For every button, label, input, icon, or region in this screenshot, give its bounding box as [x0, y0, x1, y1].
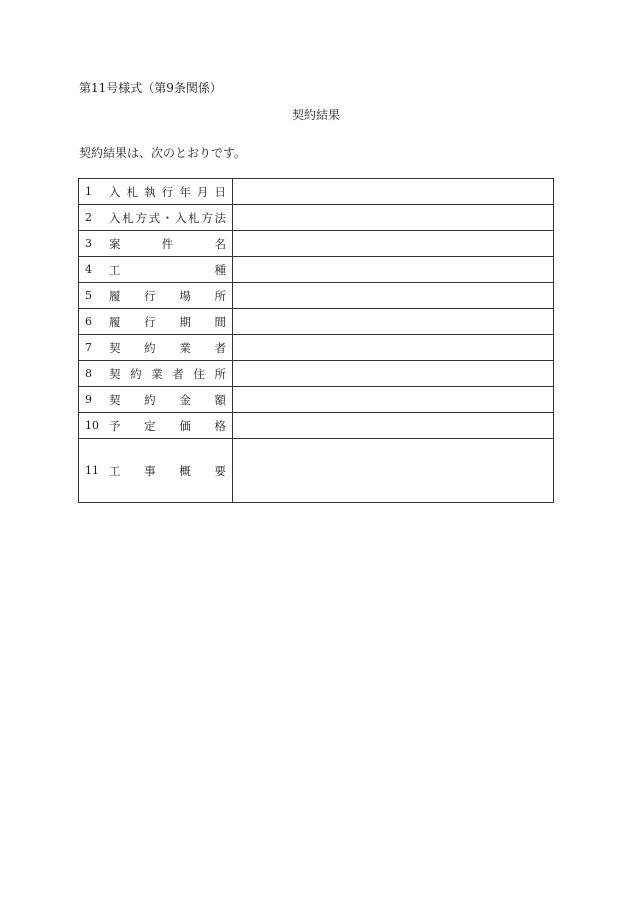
row-label-cell [79, 179, 233, 205]
document-title: 契約結果 [291, 108, 340, 122]
row-label-cell [79, 335, 233, 361]
row-label-cell [79, 361, 233, 387]
table-row [79, 205, 554, 231]
row-label: 予 定 価 格 [109, 418, 226, 433]
row-label-cell [79, 231, 233, 257]
row-value-cell[interactable] [233, 413, 554, 439]
row-label-container [79, 463, 232, 479]
row-label: 案 件 名 [109, 236, 226, 251]
row-value-cell[interactable] [233, 439, 554, 503]
row-label-cell [79, 387, 233, 413]
row-number: 7 [85, 341, 92, 354]
table-row [79, 283, 554, 309]
row-label-container [79, 340, 232, 356]
row-number: 4 [85, 263, 92, 276]
row-label: 入 札 執 行 年 月 日 [109, 184, 226, 199]
row-label: 契 約 業 者 [109, 340, 226, 355]
table-row [79, 413, 554, 439]
row-label-cell [79, 205, 233, 231]
result-table [78, 178, 554, 503]
row-label-cell [79, 413, 233, 439]
row-number: 11 [85, 464, 99, 477]
row-value-cell[interactable] [233, 205, 554, 231]
row-value-cell[interactable] [233, 179, 554, 205]
row-label: 契 約 業 者 住 所 [109, 366, 226, 381]
row-number: 8 [85, 367, 92, 380]
table-row [79, 231, 554, 257]
table-row [79, 257, 554, 283]
row-number: 2 [85, 211, 92, 224]
row-label: 履 行 場 所 [109, 288, 226, 303]
row-value-cell[interactable] [233, 257, 554, 283]
row-label-container [79, 314, 232, 330]
table-row [79, 335, 554, 361]
row-label: 工 種 [109, 262, 226, 277]
row-value-cell[interactable] [233, 361, 554, 387]
row-label-container [79, 288, 232, 304]
row-number: 6 [85, 315, 92, 328]
row-label: 入 札 方 式 ・ 入 札 方 法 [109, 210, 226, 225]
table-row [79, 179, 554, 205]
row-value-cell[interactable] [233, 309, 554, 335]
row-label-cell [79, 257, 233, 283]
row-number: 1 [85, 185, 92, 198]
row-value-cell[interactable] [233, 283, 554, 309]
row-label-cell [79, 309, 233, 335]
row-number: 3 [85, 237, 92, 250]
row-label: 契 約 金 額 [109, 392, 226, 407]
row-label-container [79, 184, 232, 200]
row-label: 工 事 概 要 [109, 463, 226, 478]
row-number: 10 [85, 419, 99, 432]
row-label: 履 行 期 間 [109, 314, 226, 329]
row-label-cell [79, 283, 233, 309]
row-label-container [79, 392, 232, 408]
row-label-container [79, 366, 232, 382]
row-label-cell [79, 439, 233, 503]
row-label-container [79, 236, 232, 252]
table-row [79, 309, 554, 335]
table-row [79, 387, 554, 413]
row-label-container [79, 210, 232, 226]
row-number: 5 [85, 289, 92, 302]
row-label-container [79, 418, 232, 434]
row-label-container [79, 262, 232, 278]
form-number: 第11号様式（第9条関係） [79, 81, 222, 95]
row-value-cell[interactable] [233, 231, 554, 257]
table-row [79, 361, 554, 387]
intro-text: 契約結果は、次のとおりです。 [79, 146, 247, 160]
row-value-cell[interactable] [233, 387, 554, 413]
row-number: 9 [85, 393, 92, 406]
row-value-cell[interactable] [233, 335, 554, 361]
table-row [79, 439, 554, 503]
result-table-body [79, 179, 554, 503]
